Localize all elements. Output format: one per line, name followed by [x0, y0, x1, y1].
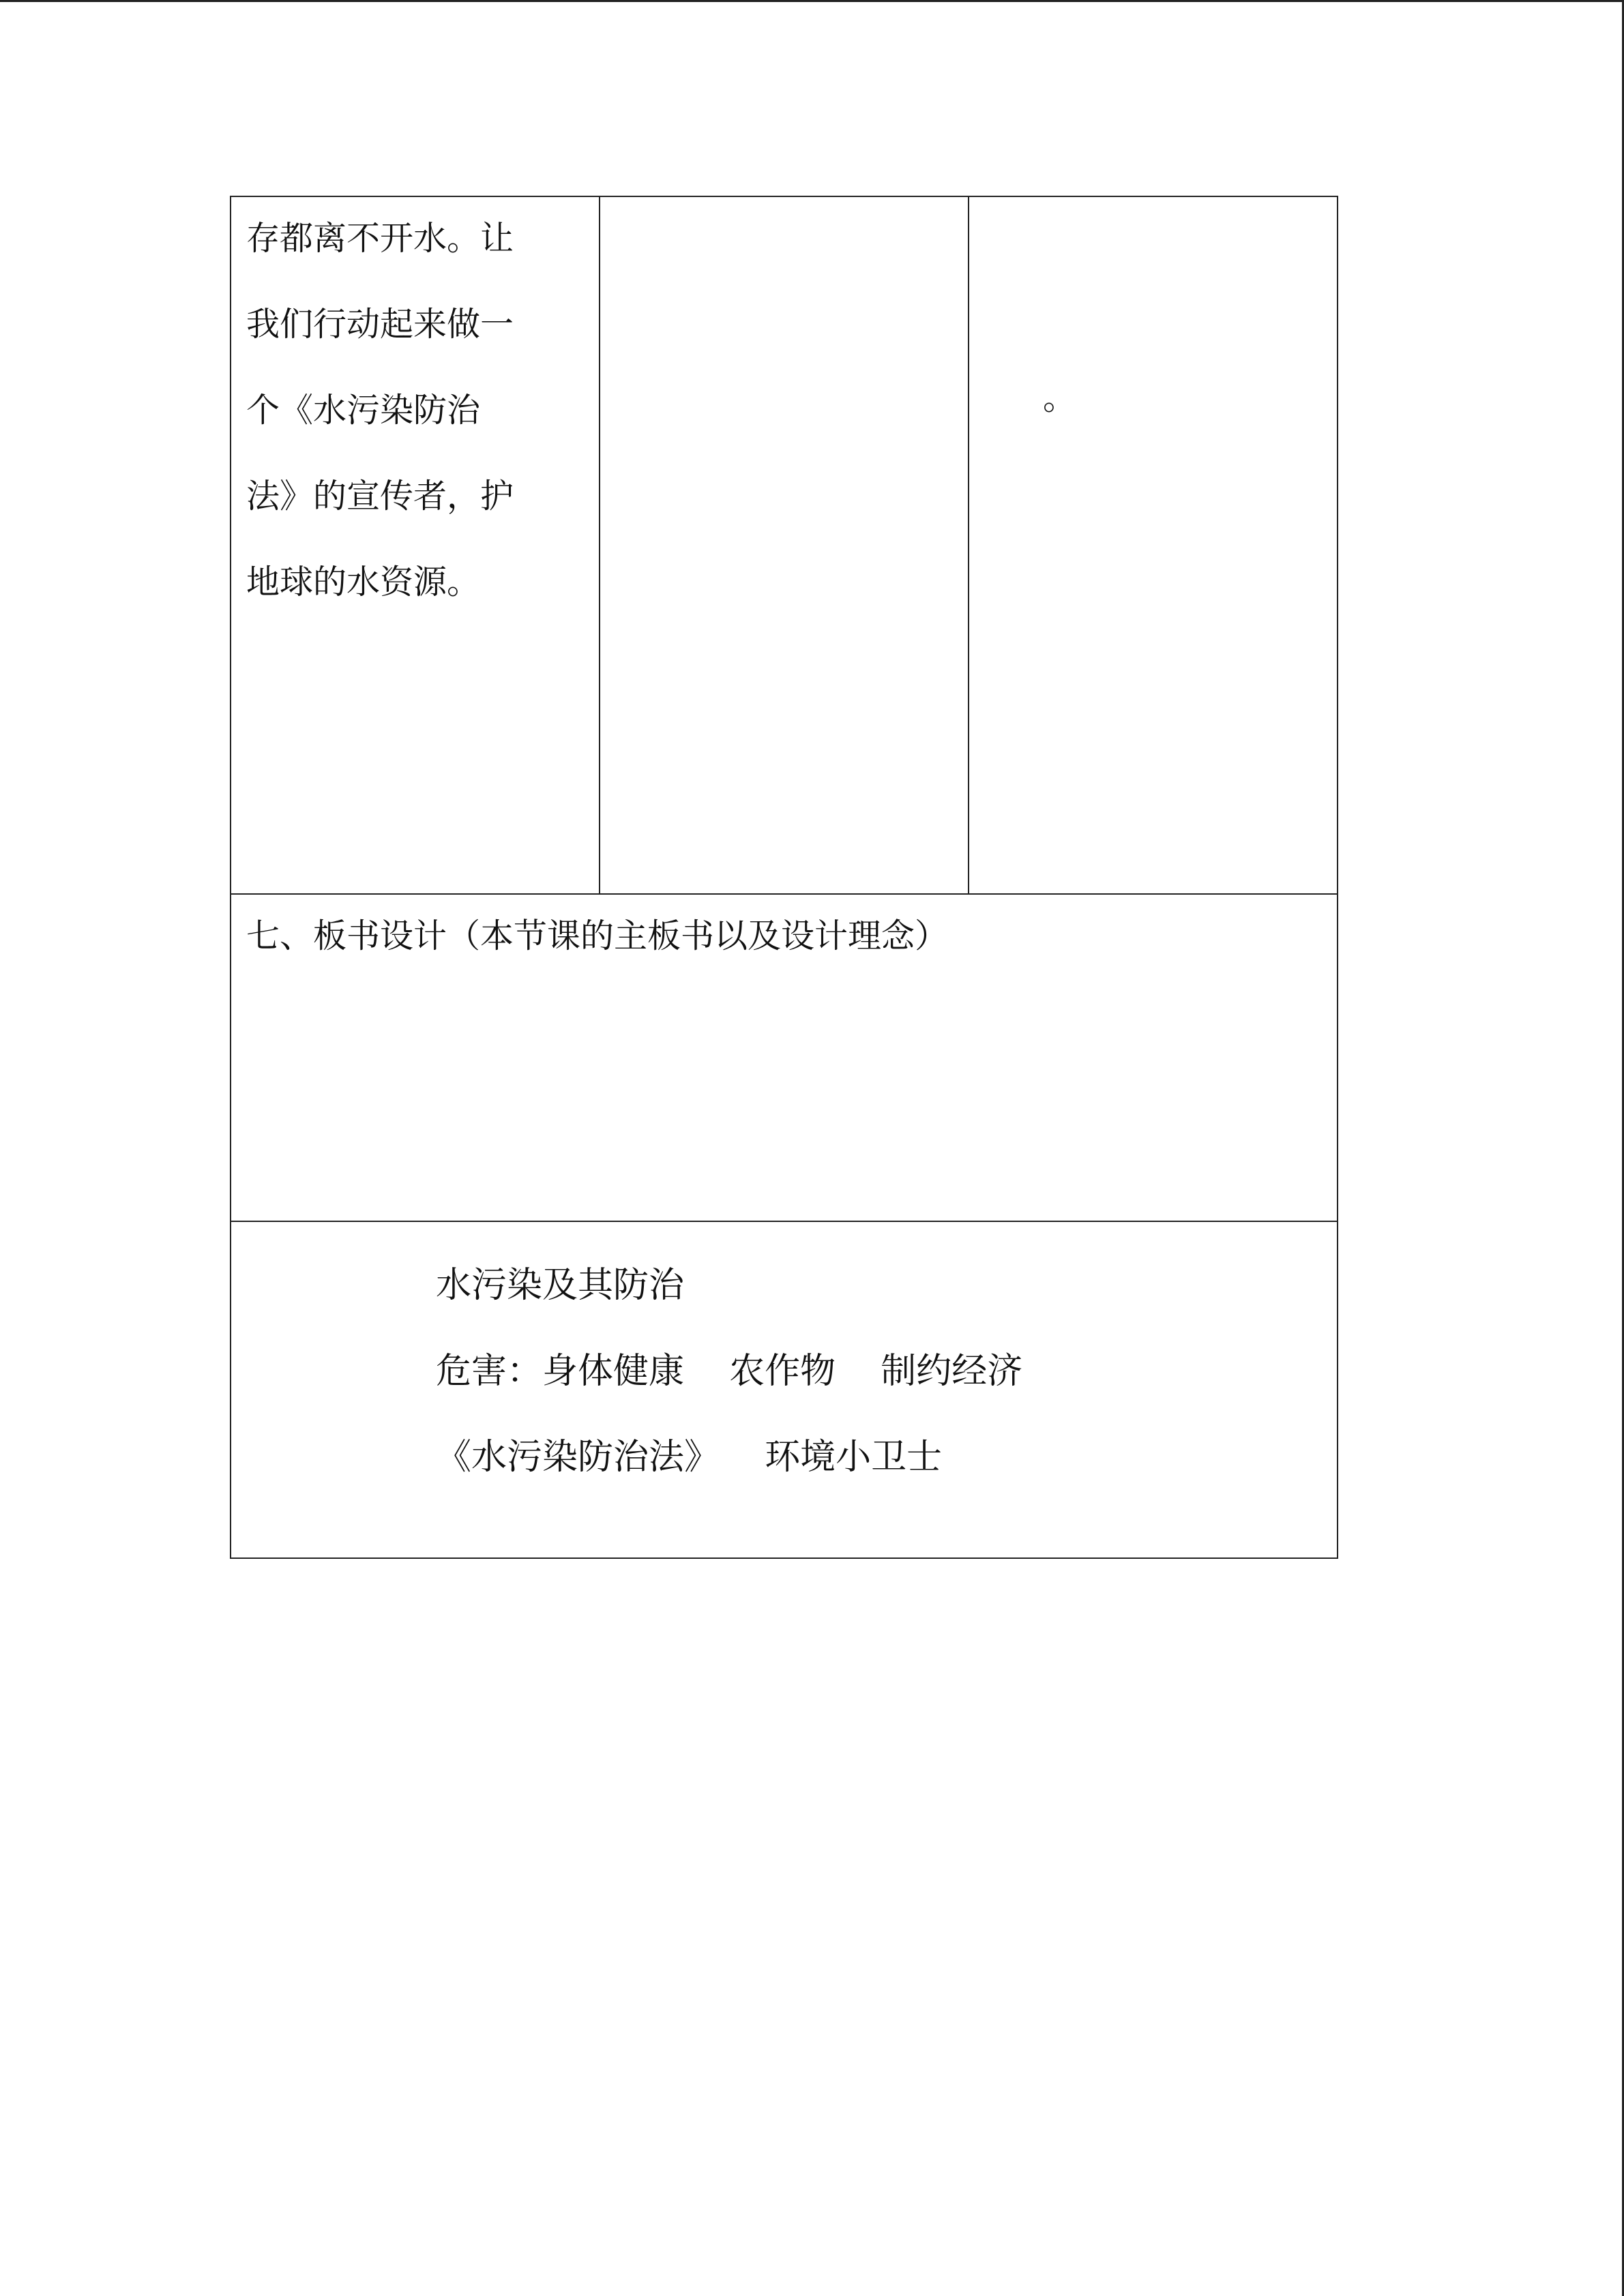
text-line: 存都离不开水。让 — [246, 219, 514, 258]
text-line: 法》的宣传者，护 — [246, 477, 514, 516]
board-harms-line: 危害：身体健康 农作物 制约经济 — [436, 1351, 1023, 1392]
board-law-line: 《水污染防治法》 环境小卫士 — [436, 1437, 943, 1478]
page-top-border — [0, 0, 1624, 2]
board-design-cell — [231, 1221, 1338, 1558]
activity-text — [231, 178, 599, 625]
text-line: 个《水污染防治 — [246, 391, 481, 430]
period-mark: 。 — [1043, 378, 1077, 417]
text-line: 我们行动起来做一 — [246, 305, 514, 344]
board-design — [231, 1222, 1337, 1500]
table-row — [231, 196, 1338, 894]
section-seven-cell — [231, 894, 1338, 1221]
table-cell-empty — [600, 196, 969, 894]
lesson-plan-table — [230, 196, 1338, 1559]
section-title: 七、板书设计（本节课的主板书以及设计理念） — [246, 916, 949, 955]
table-row — [231, 894, 1338, 1221]
text-line: 地球的水资源。 — [246, 563, 481, 601]
table-cell-period — [969, 196, 1338, 894]
table-row — [231, 1221, 1338, 1558]
table-cell-activity-text — [231, 196, 600, 894]
board-title: 水污染及其防治 — [436, 1265, 685, 1306]
